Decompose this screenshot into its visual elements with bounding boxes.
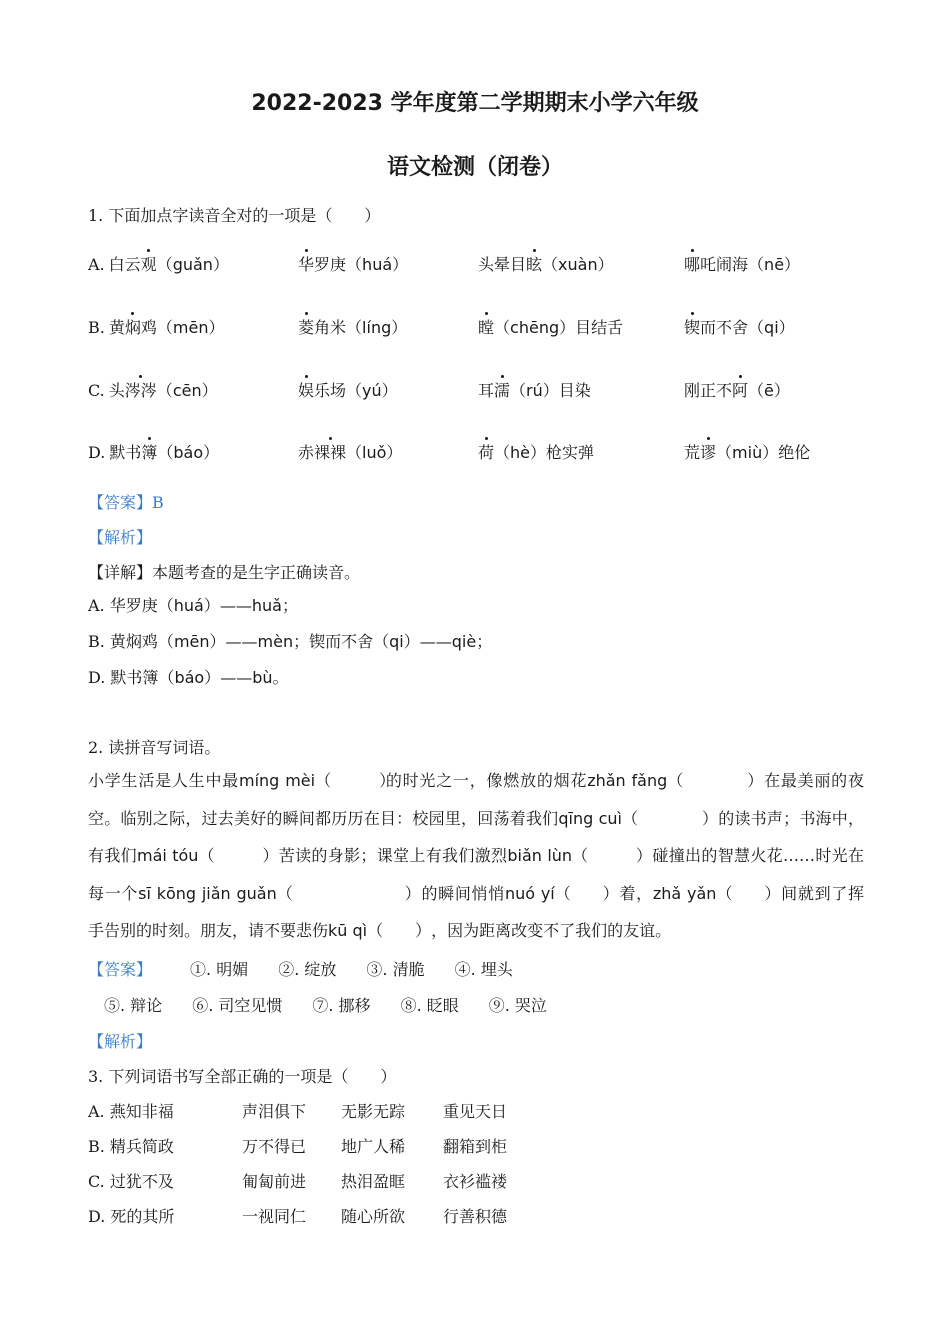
pinyin-7: nuó yí <box>504 883 555 903</box>
pinyin: hè <box>510 443 531 462</box>
q1-option-c-item-3 <box>478 378 591 401</box>
q3-option-b-word2: 万不得已 <box>242 1137 307 1156</box>
q1-analysis-label: 【解析】 <box>88 528 153 547</box>
q2-analysis-label: 【解析】 <box>88 1032 153 1051</box>
pinyin-4: mái tóu <box>136 846 199 865</box>
correction-tail: ；锲而不舍（ <box>293 632 390 651</box>
dotted-char: 谬 <box>700 440 716 463</box>
pinyin: guǎn <box>172 255 213 274</box>
paren-close: ） <box>381 381 398 400</box>
word-after: 绝伦 <box>778 443 811 462</box>
pinyin: ē <box>764 381 774 400</box>
dotted-char: 华 <box>298 252 314 275</box>
q1-correction-a <box>88 593 298 616</box>
blank-9[interactable]: （ ） <box>367 921 432 940</box>
passage-text: 苦读的身影；课堂上有我们激烈 <box>278 846 508 865</box>
answer-item: ①. 明媚 <box>190 960 249 979</box>
blank-8[interactable]: （ ） <box>716 883 781 903</box>
passage-text: 的瞬间悄悄 <box>420 883 505 903</box>
q1-correction-d <box>88 665 289 688</box>
q3-option-c-word3: 热泪盈眶 <box>341 1172 406 1191</box>
word-post: 吒闹海 <box>700 255 749 274</box>
pinyin: rú <box>526 381 543 400</box>
q1-option-b-item-4 <box>684 315 795 338</box>
correction-dash: ）—— <box>203 596 252 615</box>
paren-open: （ <box>510 381 527 400</box>
dotted-char: 眩 <box>526 252 542 275</box>
paren-close: ） <box>386 443 403 462</box>
word-pre: 耳 <box>478 381 495 400</box>
blank-4[interactable]: （ ） <box>198 846 279 865</box>
q3-option-b: B. 精兵简政 <box>88 1137 174 1156</box>
pinyin: líng <box>362 318 392 337</box>
answer-item: ②. 绽放 <box>278 960 337 979</box>
word-after: 目染 <box>558 381 591 400</box>
paren-close: ） <box>391 318 408 337</box>
paren-close: ） <box>597 255 614 274</box>
pinyin: huá <box>362 255 393 274</box>
q3-stem: 3. 下列词语书写全部正确的一项是（ ） <box>88 1067 397 1086</box>
paren-close: ） <box>392 255 409 274</box>
word-pre: 刚正不 <box>684 381 733 400</box>
q1-option-b-item-1 <box>88 315 225 338</box>
q3-option-d-word4: 行善积德 <box>443 1207 508 1226</box>
paren-close: ） <box>530 443 547 462</box>
q1-option-c-item-2 <box>298 378 398 401</box>
q1-detail <box>88 560 360 583</box>
pinyin: chēng <box>510 318 560 337</box>
passage-text: 的读书声；书海中，有我们 <box>88 808 864 865</box>
dotted-char: 裸裸 <box>314 440 346 463</box>
pinyin: cēn <box>172 381 202 400</box>
detail-text: 本题考查的是生字正确读音。 <box>152 563 361 582</box>
doc-title-line2: 语文检测（闭卷） <box>386 155 563 180</box>
blank-7[interactable]: （ ） <box>554 883 619 903</box>
paren-open: （ <box>716 443 733 462</box>
pinyin: mēn <box>172 318 209 337</box>
pinyin-9: kū qì <box>328 921 368 940</box>
blank-3[interactable]: （ ） <box>621 808 718 828</box>
word-post: 鸡 <box>140 318 157 337</box>
q3-option-d-word2: 一视同仁 <box>242 1207 307 1226</box>
correction-dash-2: ）—— <box>403 632 452 651</box>
paren-open: （ <box>346 318 363 337</box>
correction-py-wrong: mēn <box>173 632 210 651</box>
q1-option-b-item-3 <box>478 315 623 338</box>
q2-answer-row2 <box>104 993 577 1016</box>
word-pre: 头晕目 <box>478 255 527 274</box>
dotted-char: 菱 <box>298 315 314 338</box>
word-post: 乐场 <box>314 381 347 400</box>
pinyin-1: míng mèi <box>239 771 316 790</box>
word-pre: 白云 <box>108 255 141 274</box>
word-post: 罗庚 <box>314 255 347 274</box>
pinyin-8: zhǎ yǎn <box>652 883 717 903</box>
word-pre: 头 <box>108 381 125 400</box>
option-label: C. <box>88 381 105 400</box>
paren-close: ） <box>784 255 801 274</box>
q3-option-c: C. 过犹不及 <box>88 1172 174 1191</box>
correction-py-right: huǎ <box>251 596 282 615</box>
q1-option-a-item-1 <box>88 252 229 275</box>
pinyin-3: qīng cuì <box>558 808 622 828</box>
passage-text: 小学生活是人生中最 <box>88 771 239 790</box>
q3-option-b-word4: 翻箱到柜 <box>443 1137 508 1156</box>
blank-5[interactable]: （ ） <box>572 846 653 865</box>
dotted-char: 锲 <box>684 315 700 338</box>
q3-option-d: D. 死的其所 <box>88 1207 175 1226</box>
paren-open: （ <box>494 318 511 337</box>
dotted-char: 哪 <box>684 252 700 275</box>
correction-dash: ）—— <box>204 668 253 687</box>
word-pre: 黄 <box>108 318 125 337</box>
option-label: A. <box>88 255 105 274</box>
correction-prefix: A. 华罗庚（ <box>88 596 174 615</box>
paren-open: （ <box>748 255 765 274</box>
correction-prefix: D. 默书簿（ <box>88 668 175 687</box>
q1-correction-b <box>88 629 492 652</box>
pinyin: xuàn <box>558 255 598 274</box>
dotted-char: 阿 <box>732 378 748 401</box>
paren-open: （ <box>346 381 363 400</box>
paren-open: （ <box>157 443 174 462</box>
passage-text: 在最美丽的夜空。临别之际，过去美好的瞬间都历历在目：校园里，回荡着我们 <box>88 771 864 828</box>
paren-open: （ <box>346 443 363 462</box>
correction-tail: ； <box>281 596 298 615</box>
paren-close: ） <box>778 318 795 337</box>
q3-option-a-word4: 重见天日 <box>443 1102 508 1121</box>
q1-option-d-item-4 <box>684 440 810 463</box>
paren-open: （ <box>156 318 173 337</box>
word-after: 枪实弹 <box>546 443 595 462</box>
correction-py-right-2: qiè <box>451 632 477 651</box>
q3-option-a-word2: 声泪俱下 <box>242 1102 307 1121</box>
answer-item: ⑦. 挪移 <box>312 996 371 1015</box>
paren-close: ） <box>203 443 220 462</box>
q2-passage <box>88 762 864 950</box>
q1-option-c-item-4 <box>684 378 790 401</box>
paren-open: （ <box>494 443 511 462</box>
q1-stem: 1. 下面加点字读音全对的一项是（ ） <box>88 206 381 225</box>
paren-open: （ <box>748 318 765 337</box>
correction-py-right: mèn <box>257 632 294 651</box>
pinyin: báo <box>173 443 204 462</box>
correction-dash: ）—— <box>209 632 258 651</box>
blank-6[interactable]: （ ） <box>276 883 421 903</box>
answer-label: 【答案】 <box>88 493 153 512</box>
dotted-char: 观 <box>141 252 157 275</box>
q3-option-c-word4: 衣衫褴褛 <box>443 1172 508 1191</box>
paren-open: （ <box>748 381 765 400</box>
dotted-char: 濡 <box>494 378 510 401</box>
blank-1[interactable]: （ ） <box>315 771 396 790</box>
word-post: 而不舍 <box>700 318 749 337</box>
correction-py-wrong: huá <box>173 596 204 615</box>
q1-option-d-item-1 <box>88 440 219 463</box>
paren-open: （ <box>156 255 173 274</box>
answer-item: ⑧. 眨眼 <box>400 996 459 1015</box>
pinyin: nē <box>764 255 785 274</box>
word-pre: 赤 <box>298 443 315 462</box>
pinyin: qi <box>764 318 779 337</box>
pinyin: yú <box>362 381 382 400</box>
correction-end: ； <box>476 632 493 651</box>
q3-option-a: A. 燕知非福 <box>88 1102 174 1121</box>
q3-option-d-word3: 随心所欲 <box>341 1207 406 1226</box>
q2-stem: 2. 读拼音写词语。 <box>88 738 221 757</box>
q1-option-c-item-1 <box>88 378 218 401</box>
paren-open: （ <box>346 255 363 274</box>
q3-option-b-word3: 地广人稀 <box>341 1137 406 1156</box>
correction-tail: 。 <box>272 668 289 687</box>
q1-answer <box>88 490 164 513</box>
dotted-char: 荷 <box>478 440 494 463</box>
paren-close: ） <box>773 381 790 400</box>
word-after: 目结舌 <box>575 318 624 337</box>
pinyin-6: sī kōng jiǎn guǎn <box>138 883 277 903</box>
correction-py-wrong: báo <box>174 668 205 687</box>
pinyin-2: zhǎn fǎng <box>587 771 668 790</box>
answer-value: B <box>152 493 164 512</box>
paren-close: ） <box>212 255 229 274</box>
q1-option-a-item-2 <box>298 252 408 275</box>
q1-option-d-item-2 <box>298 440 402 463</box>
q1-option-a-item-3 <box>478 252 614 275</box>
dotted-char: 娱 <box>298 378 314 401</box>
paren-close: ） <box>201 381 218 400</box>
q3-option-c-word2: 匍匐前进 <box>242 1172 307 1191</box>
pinyin: miù <box>732 443 763 462</box>
word-post: 角米 <box>314 318 347 337</box>
doc-title-line1: 2022-2023 学年度第二学期期末小学六年级 <box>251 91 699 116</box>
q3-option-a-word3: 无影无踪 <box>341 1102 406 1121</box>
q1-option-d-item-3 <box>478 440 594 463</box>
paren-open: （ <box>156 381 173 400</box>
blank-2[interactable]: （ ） <box>667 771 764 790</box>
answer-item: ③. 清脆 <box>366 960 425 979</box>
answer-item: ④. 埋头 <box>454 960 513 979</box>
paren-close: ） <box>542 381 559 400</box>
dotted-char: 焖 <box>125 315 141 338</box>
q2-answer-row1 <box>88 957 543 980</box>
q1-option-a-item-4 <box>684 252 800 275</box>
pinyin: luǒ <box>362 443 387 462</box>
answer-item: ⑥. 司空见惯 <box>192 996 283 1015</box>
paren-close: ） <box>208 318 225 337</box>
passage-text: 的时光之一，像燃放的烟花 <box>385 771 588 790</box>
answer-label: 【答案】 <box>88 960 153 979</box>
option-label: B. <box>88 318 105 337</box>
passage-text: 着， <box>618 883 653 903</box>
correction-py-right: bù <box>252 668 273 687</box>
option-label: D. <box>88 443 106 462</box>
paren-close: ） <box>762 443 779 462</box>
passage-text: 碰撞出的智慧火花……时光在每一个 <box>88 846 864 903</box>
dotted-char: 簿 <box>141 440 157 463</box>
word-pre: 荒 <box>684 443 701 462</box>
detail-label: 【详解】 <box>88 563 153 582</box>
passage-text: ，因为距离改变不了我们的友谊。 <box>431 921 672 940</box>
word-pre: 默书 <box>109 443 142 462</box>
paren-close: ） <box>559 318 576 337</box>
passage-text: 间就到了挥手告别的时刻。朋友，请不要悲伤 <box>88 883 864 940</box>
pinyin-5: biǎn lùn <box>507 846 573 865</box>
dotted-char: 瞠 <box>478 315 494 338</box>
q1-option-b-item-2 <box>298 315 407 338</box>
answer-item: ⑨. 哭泣 <box>488 996 547 1015</box>
paren-open: （ <box>542 255 559 274</box>
correction-py-wrong-2: qi <box>389 632 404 651</box>
correction-prefix: B. 黄焖鸡（ <box>88 632 174 651</box>
dotted-char: 涔涔 <box>125 378 157 401</box>
answer-item: ⑤. 辩论 <box>104 996 163 1015</box>
